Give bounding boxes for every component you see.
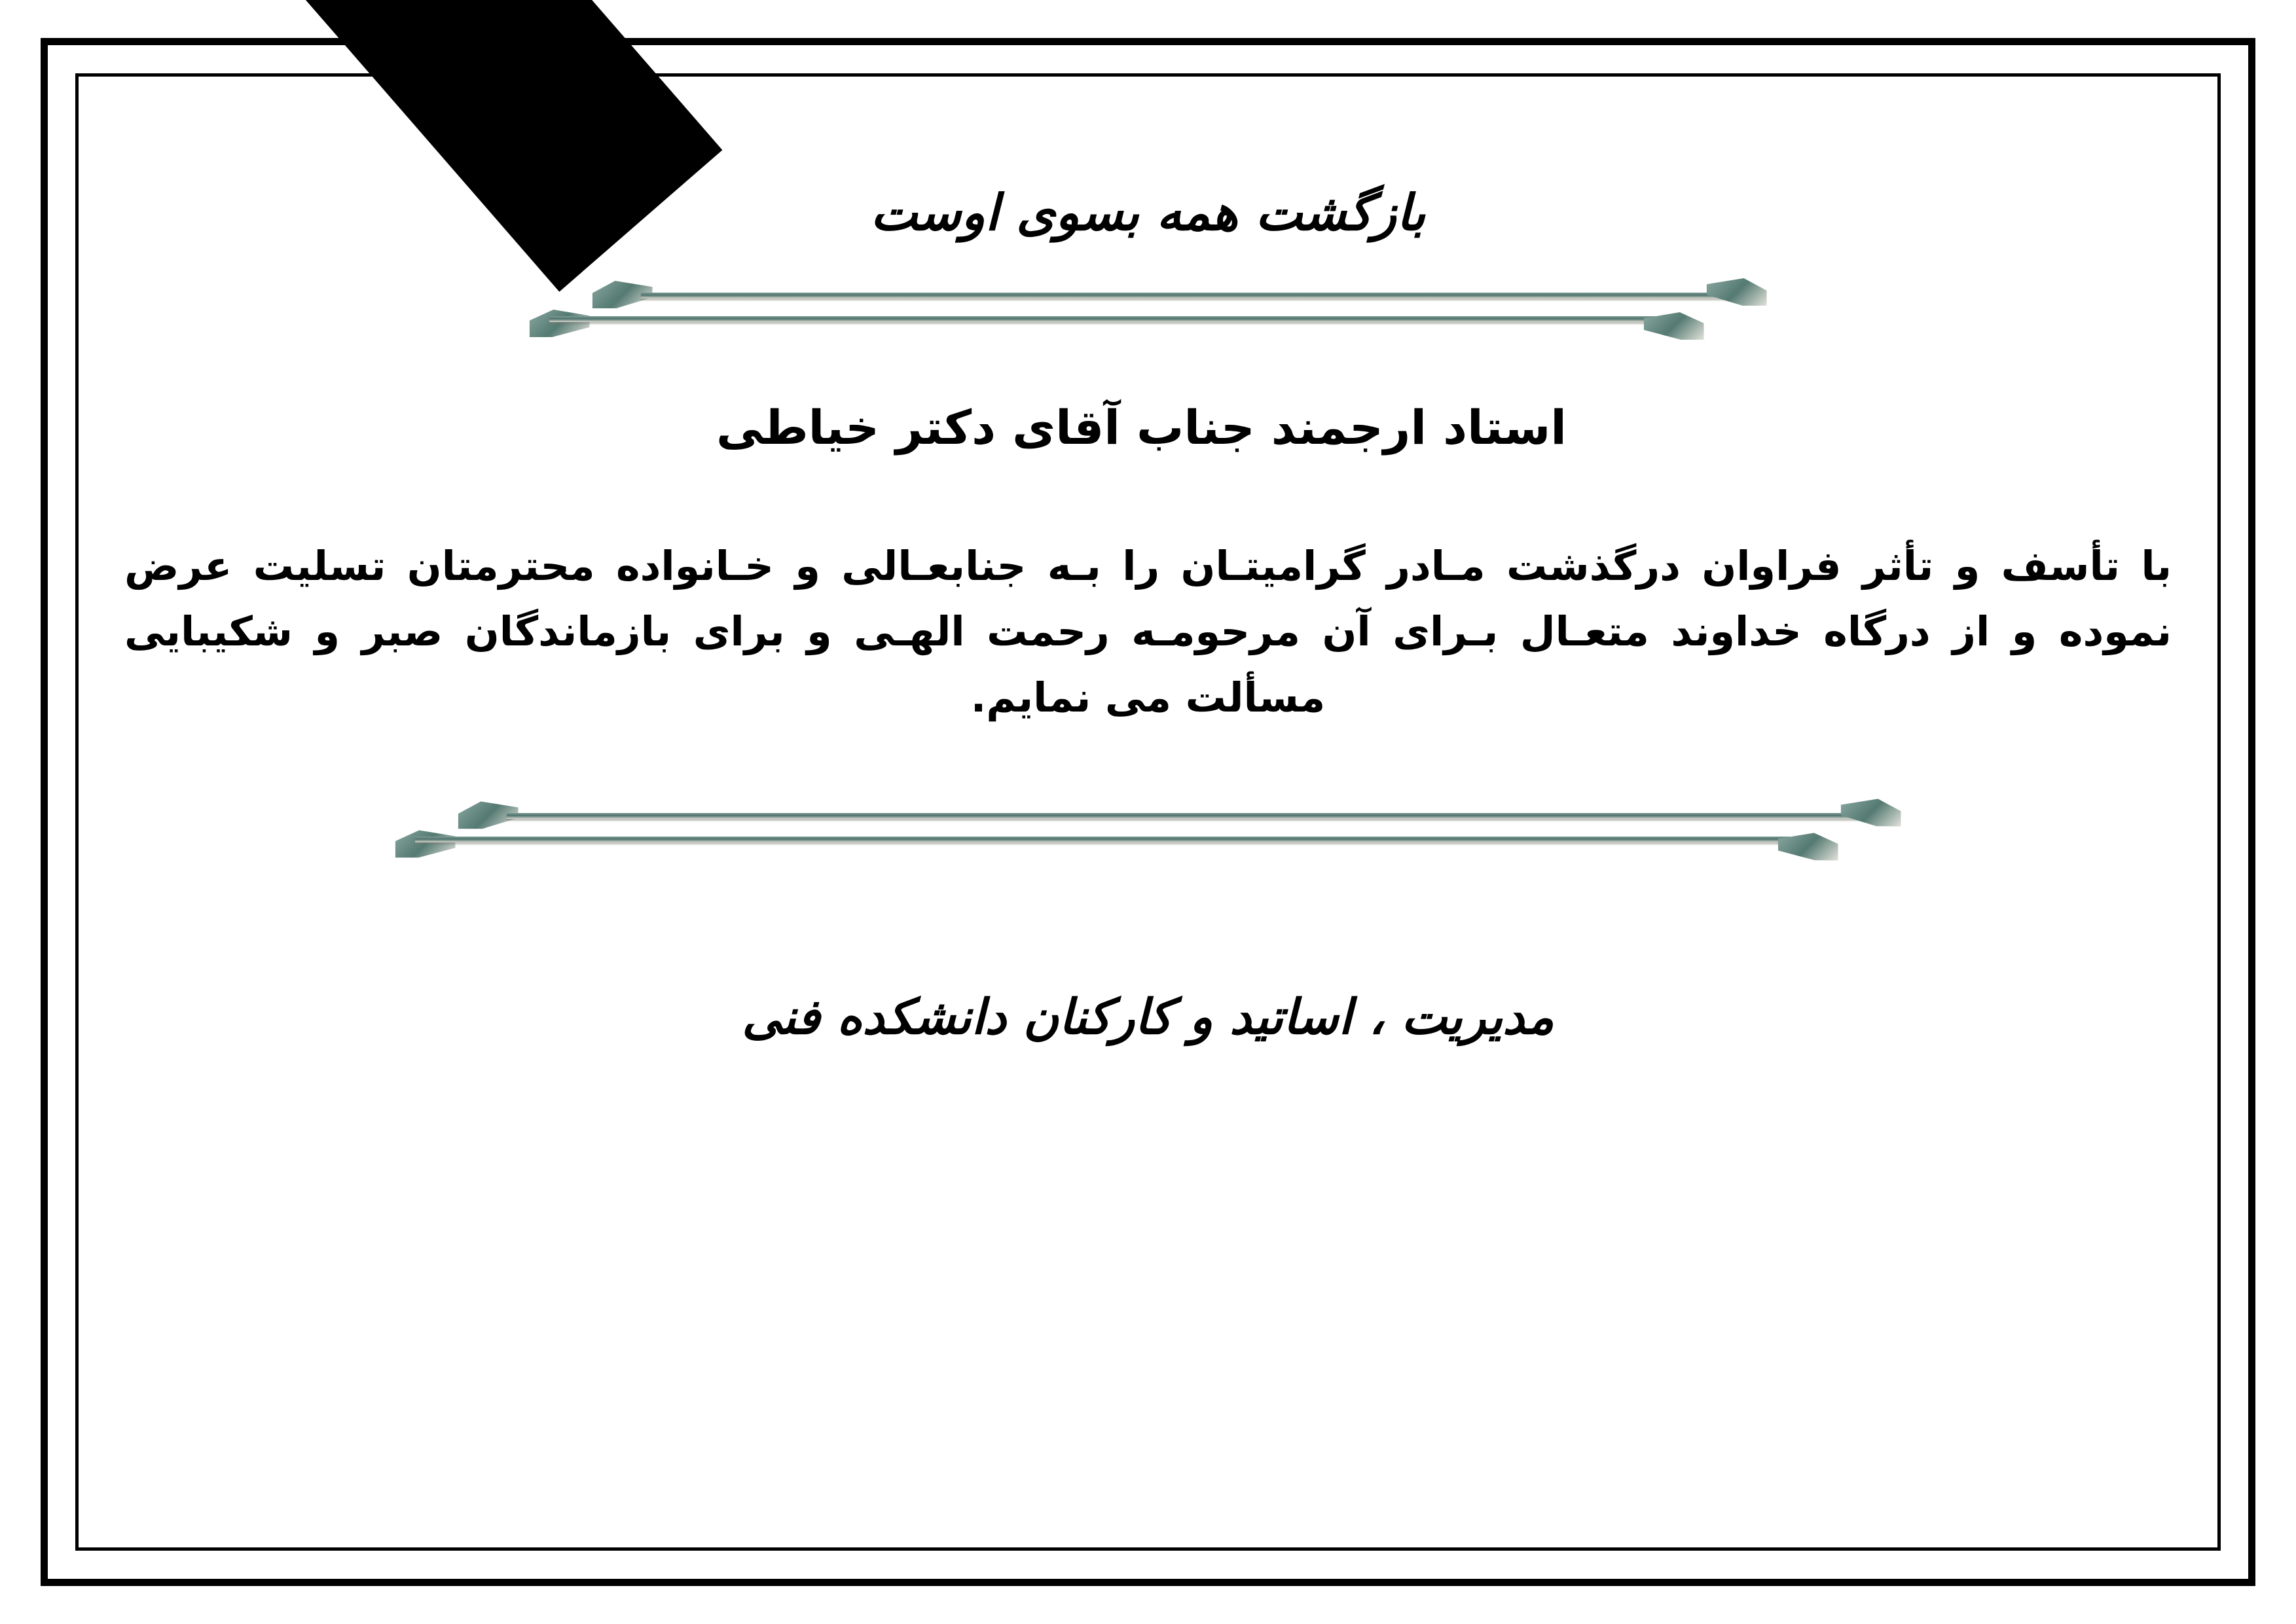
condolence-body-text: با تأسف و تأثر فراوان درگذشت مـادر گرامیتـان را بـه جنابعـالی و خـانواده محترمتان تسلیت عرض نموده و از درگاه خداوند متعـال بـرای آن مرحومـه رحمت الهـی و برای بازماندگان صبر و شکیبایی مسألت می نمایم. xyxy=(124,542,2172,721)
notice-content xyxy=(98,98,2198,1526)
ornament-rule xyxy=(415,837,1790,842)
ornament-rule xyxy=(549,316,1656,322)
ornament-cap-icon xyxy=(395,830,456,857)
ornament-cap-icon xyxy=(1841,799,1901,826)
addressee-line: استاد ارجمند جناب آقای دکتر خیاطی xyxy=(716,400,1567,455)
bottom-ornament-divider xyxy=(395,796,1901,875)
top-ornament-divider xyxy=(530,276,1767,354)
ornament-rule xyxy=(507,813,1882,819)
ornament-cap-icon xyxy=(1707,278,1767,306)
ornament-cap-icon xyxy=(530,310,590,337)
ornament-rule xyxy=(641,293,1747,298)
page-title: بازگشت همه بسوی اوست xyxy=(870,183,1426,242)
signature-line: مدیریت ، اساتید و کارکنان دانشکده فنی xyxy=(742,989,1554,1046)
